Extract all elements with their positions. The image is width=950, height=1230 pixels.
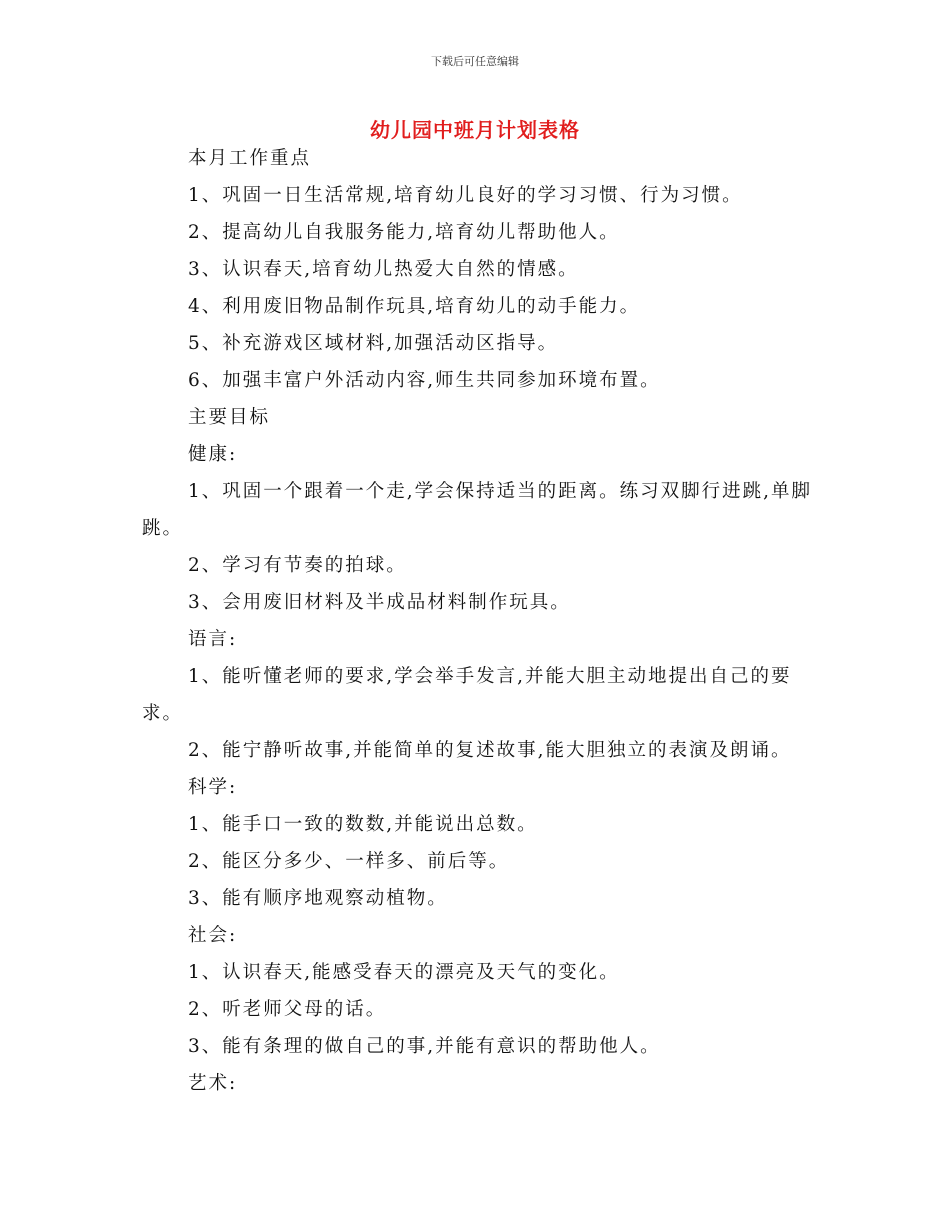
science-item-2: 2、能区分多少、一样多、前后等。: [188, 851, 510, 872]
focus-item-3: 3、认识春天,培育幼儿热爱大自然的情感。: [188, 259, 579, 280]
language-item-2: 2、能宁静听故事,并能简单的复述故事,能大胆独立的表演及朗诵。: [188, 740, 792, 761]
social-item-2: 2、听老师父母的话。: [188, 999, 387, 1020]
section-heading-goals: 主要目标: [188, 407, 271, 428]
focus-item-4: 4、利用废旧物品制作玩具,培育幼儿的动手能力。: [188, 296, 641, 317]
health-item-3: 3、会用废旧材料及半成品材料制作玩具。: [188, 592, 571, 613]
focus-item-6: 6、加强丰富户外活动内容,师生共同参加环境布置。: [188, 370, 661, 391]
section-heading-art: 艺术:: [188, 1073, 238, 1094]
social-item-1: 1、认识春天,能感受春天的漂亮及天气的变化。: [188, 962, 620, 983]
section-heading-science: 科学:: [188, 777, 238, 798]
section-heading-social: 社会:: [188, 925, 238, 946]
health-item-2: 2、学习有节奏的拍球。: [188, 555, 407, 576]
science-item-1: 1、能手口一致的数数,并能说出总数。: [188, 814, 538, 835]
section-heading-health: 健康:: [188, 444, 238, 465]
focus-item-1: 1、巩固一日生活常规,培育幼儿良好的学习习惯、行为习惯。: [188, 185, 743, 206]
page-header: 下载后可任意编辑: [431, 55, 519, 68]
science-item-3: 3、能有顺序地观察动植物。: [188, 888, 448, 909]
focus-item-5: 5、补充游戏区域材料,加强活动区指导。: [188, 333, 559, 354]
document-title: 幼儿园中班月计划表格: [370, 118, 580, 142]
social-item-3: 3、能有条理的做自己的事,并能有意识的帮助他人。: [188, 1036, 661, 1057]
focus-item-2: 2、提高幼儿自我服务能力,培育幼儿帮助他人。: [188, 222, 620, 243]
health-item-1: 1、巩固一个跟着一个走,学会保持适当的距离。练习双脚行进跳,单脚跳。: [142, 481, 813, 539]
section-heading-focus: 本月工作重点: [188, 148, 312, 169]
document-body: [142, 140, 832, 1102]
language-item-1: 1、能听懂老师的要求,学会举手发言,并能大胆主动地提出自己的要求。: [142, 666, 792, 724]
section-heading-language: 语言:: [188, 629, 238, 650]
